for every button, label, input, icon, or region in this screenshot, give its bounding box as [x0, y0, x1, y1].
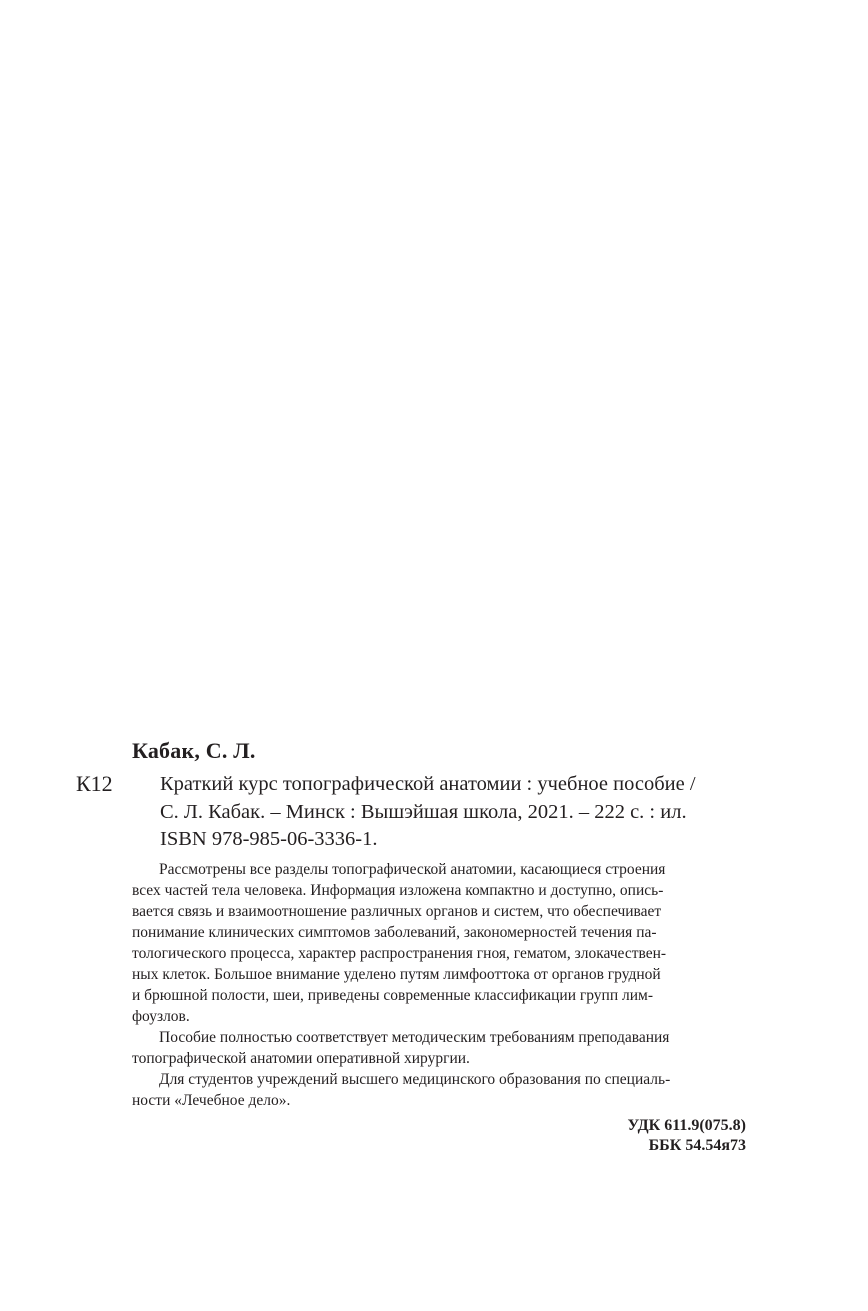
abstract-line: Рассмотрены все разделы топографической анатомии, касающиеся строения — [159, 861, 666, 878]
classification-codes — [627, 1116, 746, 1156]
abstract-line: и брюшной полости, шеи, приведены современные классификации групп лим- — [132, 987, 654, 1004]
abstract-line: понимание клинических симптомов заболеваний, закономерностей течения па- — [132, 924, 657, 941]
abstract-line: ных клеток. Большое внимание уделено путям лимфооттока от органов грудной — [132, 966, 661, 983]
author-heading: Кабак, С. Л. — [132, 738, 256, 763]
abstract-line: тологического процесса, характер распространения гноя, гематом, злокачествен- — [132, 945, 667, 962]
abstract-line: ности «Лечебное дело». — [132, 1092, 291, 1109]
biblio-publisher-line: С. Л. Кабак. – Минск : Вышэйшая школа, 2021. – 222 с. : ил. — [160, 800, 687, 823]
bbk-code: ББК 54.54я73 — [648, 1137, 746, 1154]
udk-code: УДК 611.9(075.8) — [627, 1117, 746, 1134]
abstract-line: вается связь и взаимоотношение различных органов и систем, что обеспечивает — [132, 903, 662, 920]
bibliographic-record — [160, 771, 760, 854]
biblio-isbn-line: ISBN 978-985-06-3336-1. — [160, 828, 378, 850]
abstract-line: Для студентов учреждений высшего медицинского образования по специаль- — [159, 1071, 671, 1088]
abstract-line: всех частей тела человека. Информация изложена компактно и доступно, опись- — [132, 882, 664, 899]
abstract-line: фоузлов. — [132, 1008, 190, 1025]
abstract — [132, 859, 746, 1111]
abstract-line: топографической анатомии оперативной хирургии. — [132, 1050, 470, 1067]
catalog-code: К12 — [76, 771, 113, 796]
abstract-line: Пособие полностью соответствует методическим требованиям преподавания — [159, 1029, 670, 1046]
biblio-title-line: Краткий курс топографической анатомии : учебное пособие / — [160, 773, 696, 795]
